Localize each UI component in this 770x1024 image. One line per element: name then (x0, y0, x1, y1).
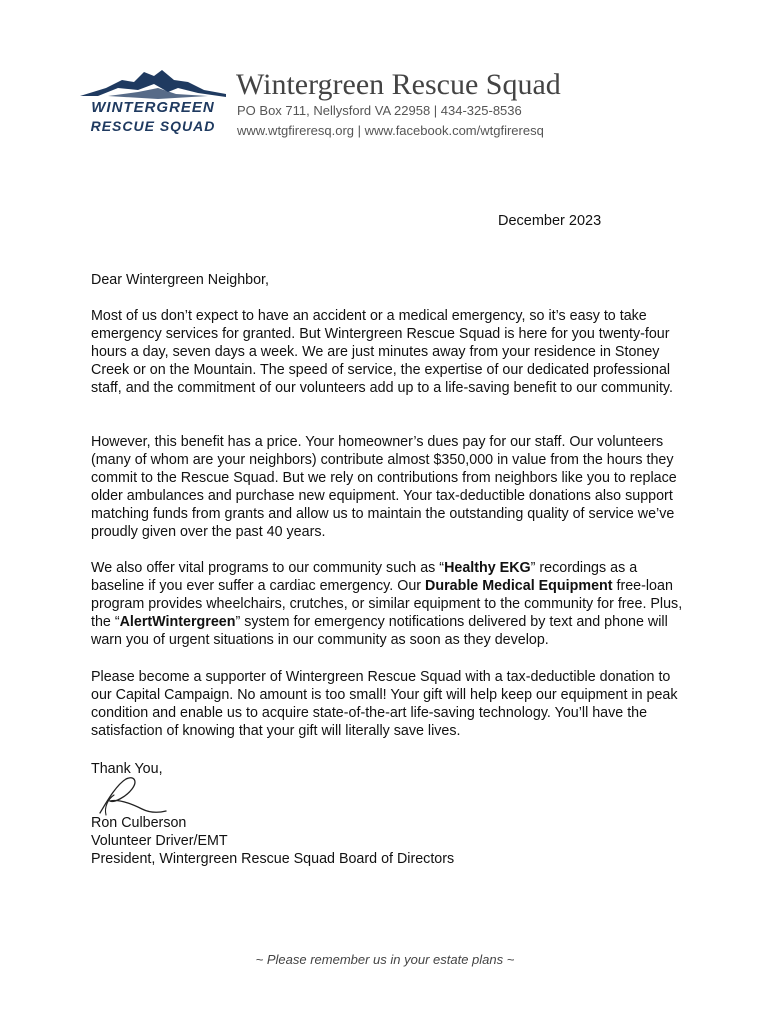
p3-text-g: ” system for emergency notifications delivered by text and phone will warn you of urgent situations in our community as soon as they develop. (91, 614, 668, 648)
paragraph-3 (91, 559, 691, 649)
letter-date: December 2023 (498, 213, 602, 229)
signer-role: President, Wintergreen Rescue Squad Board of Directors (91, 851, 455, 867)
organization-name: Wintergreen Rescue Squad (236, 68, 561, 101)
paragraph-2: However, this benefit has a price. Your homeowner’s dues pay for our staff. Our volunteers (many of whom are your neighbors) contribute almost $350,000 in value from the hours they commit to the Rescue Squad. But we rely on contributions from neighbors like you to replace older ambulances and purchase new equipment. Your tax-deductible donations also support matching funds from grants and allow us to maintain the outstanding quality of service we’ve proudly given over the past 40 years. (91, 434, 677, 540)
closing: Thank You, (91, 761, 163, 777)
p3-durable-medical-equipment: Durable Medical Equipment (425, 578, 613, 594)
p3-text-a: We also offer vital programs to our community such as “ (91, 560, 445, 576)
salutation: Dear Wintergreen Neighbor, (91, 272, 270, 288)
signature-block (91, 814, 454, 868)
organization-logo (78, 66, 228, 136)
p3-text-e: free-loan program provides wheelchairs, crutches, or similar equipment to the community for free. Plus, the “ (91, 578, 683, 630)
mountain-logo-icon (78, 66, 228, 136)
p3-alert-wintergreen: AlertWintergreen (119, 614, 236, 630)
footer-note: ~ Please remember us in your estate plans ~ (255, 952, 515, 967)
p3-healthy-ekg: Healthy EKG (444, 560, 531, 576)
signature-image (96, 773, 176, 819)
logo-text-bottom: RESCUE SQUAD (90, 118, 216, 134)
p3-text-c: ” recordings as a baseline if you ever suffer a cardiac emergency. Our (91, 560, 638, 594)
handwritten-signature-icon (96, 773, 176, 819)
web-line: www.wtgfireresq.org | www.facebook.com/wtgfireresq (237, 123, 544, 138)
logo-text-top: WINTERGREEN (91, 99, 215, 116)
signer-title: Volunteer Driver/EMT (91, 833, 228, 849)
address-line: PO Box 711, Nellysford VA 22958 | 434-325-8536 (237, 103, 522, 118)
paragraph-4: Please become a supporter of Wintergreen Rescue Squad with a tax-deductible donation to our Capital Campaign. No amount is too small! Your gift will help keep our equipment in peak condition and enable us to acquire state-of-the-art life-saving technology. You’ll have the satisfaction of knowing that your gift will literally save lives. (91, 669, 678, 739)
paragraph-1: Most of us don’t expect to have an accident or a medical emergency, so it’s easy to take emergency services for granted. But Wintergreen Rescue Squad is here for you twenty-four hours a day, seven days a week. We are just minutes away from your residence in Stoney Creek or on the Mountain. The speed of service, the expertise of our dedicated professional staff, and the commitment of our volunteers add up to a life-saving benefit to our community. (91, 308, 673, 396)
signer-name: Ron Culberson (91, 815, 187, 831)
